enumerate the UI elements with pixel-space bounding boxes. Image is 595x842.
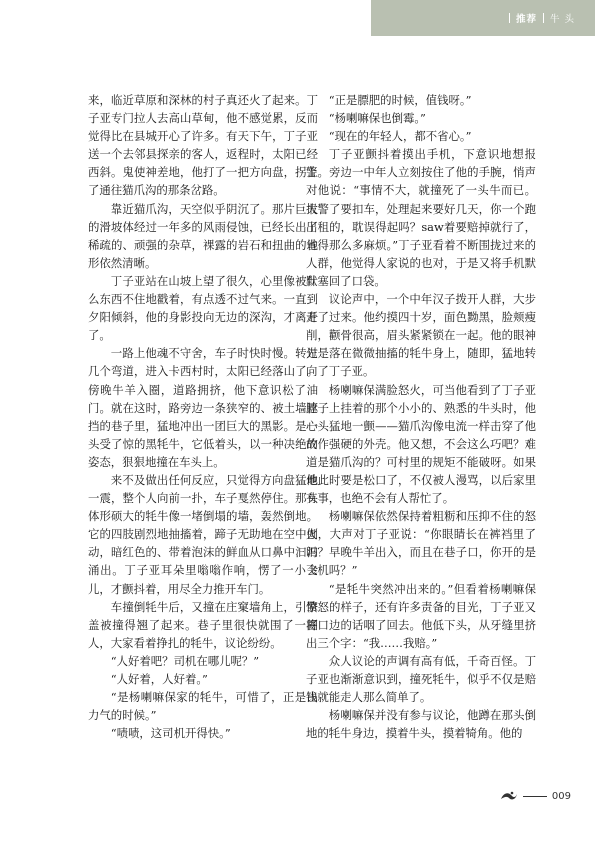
left-column [88, 91, 318, 742]
dialogue-line: “人好着吧？司机在哪儿呢？” [110, 653, 260, 668]
dialogue-line: “人好着，人好着。” [110, 672, 208, 686]
paragraph: 众人议论的声调有高有低，千奇百怪。丁子亚也渐渐意识到，撞死牦牛，似乎不仅是赔钱就能走人那么简单了。 [306, 653, 536, 705]
dialogue-line: “杨喇嘛保也倒霉。” [328, 111, 426, 126]
ornament-icon [500, 790, 518, 802]
paragraph: “是牦牛突然冲出来的。”但看着杨喇嘛保愤怒的样子，还有许多责备的目光，丁子亚又将口边的话咽了回去。他低下头，从牙缝里挤出三个字：“我……我赔。” [306, 581, 536, 650]
page-number: 009 [551, 790, 571, 802]
paragraph: 一路上他魂不守舍，车子时快时慢。转过几个弯道，进入卡西村时，太阳已经落山了。傍晚牛羊入圈，道路拥挤，他下意识松了油门。就在这时，路旁边一条狭窄的、被土墙遮挡的巷子里，猛地冲出一团巨大的黑影。是一头受了惊的黑牦牛，它低着头，以一种决绝的姿态，狠狠地撞在车头上。 [88, 346, 318, 469]
paragraph: 杨喇嘛保依然保持着粗粝和压抑不住的怒火，大声对丁子亚说：“你眼睛长在裤裆里了吗？早晚牛羊出入，而且在巷子口，你开的是飞机吗？” [306, 509, 536, 578]
dialogue-line: “现在的年轻人，都不省心。” [328, 129, 472, 144]
paragraph: 杨喇嘛保满脸怒火，可当他看到了丁子亚脖子上挂着的那个小小的、熟悉的牛头时，他心头猛地一颤——猫爪沟像电流一样击穿了他故作强硬的外壳。他又想，不会这么巧吧？难道是猫爪沟的？可村里的规矩不能破呀。如果他此时要是松口了，不仅被人漫骂，以后家里有事，也绝不会有人帮忙了。 [306, 382, 536, 506]
paragraph: 丁子亚颤抖着摸出手机，下意识地想报警。旁边一中年人立刻按住了他的手腕，悄声对他说：“事情不大，就撞死了一头牛而已。报警了要扣车，处理起来要好几天，你一个跑出租的，耽误得起吗？saw着要赔掉就行了，省得那么多麻烦。”丁子亚看着不断围拢过来的人群，他觉得人家说的也对，于是又将手机默默塞回了口袋。 [306, 147, 536, 288]
page-footer [500, 790, 571, 802]
dialogue-line: “正是膘肥的时候，值钱呀。” [328, 93, 472, 107]
paragraph: 来，临近草原和深林的村子真还火了起来。丁子亚专门拉人去高山草甸，他不感觉累，反而觉得比在县城开心了许多。有天下午，丁子亚送一个去邻县探亲的客人，返程时，太阳已经西斜。鬼使神差地，他打了一把方向盘，拐上了通往猫爪沟的那条岔路。 [88, 93, 318, 198]
header-section: 推荐 [515, 14, 537, 25]
header-divider [509, 13, 510, 23]
paragraph: 车撞倒牦牛后，又撞在庄窠墙角上，引擎盖被撞得翘了起来。巷子里很快就围了一圈人，大家看着挣扎的牦牛，议论纷纷。 [88, 599, 318, 650]
header-divider [543, 13, 544, 23]
footer-rule [523, 796, 547, 797]
dialogue-line: “是杨喇嘛保家的牦牛，可惜了，正是出力气的时候。” [88, 690, 318, 723]
header-band [371, 0, 595, 36]
running-header [503, 11, 575, 25]
dialogue-line: “啧啧，这司机开得快。” [110, 726, 231, 741]
right-column [306, 91, 536, 742]
paragraph: 议论声中，一个中年汉子拨开人群，大步走了过来。他约摸四十岁，面色黝黑，脸颊瘦削，颧骨很高，眉头紧紧锁在一起。他的眼神先是落在微微抽搐的牦牛身上，随即，猛地转向了丁子亚。 [306, 292, 536, 379]
paragraph: 杨喇嘛保并没有参与议论，他蹲在那头倒地的牦牛身边，摸着牛头，摸着犄角。他的 [306, 708, 536, 741]
paragraph: 丁子亚站在山坡上望了很久，心里像被什么东西不住地戳着，有点透不过气来。一直到夕阳倾斜，他的身影投向无边的深沟，才离开了。 [88, 273, 318, 343]
header-title: 牛 头 [549, 14, 575, 25]
paragraph: 靠近猫爪沟，天空似乎阴沉了。那片巨大的滑坡体经过一年多的风雨侵蚀，已经长出了稀疏的、顽强的杂草，裸露的岩石和扭曲的地形依然清晰。 [88, 201, 318, 270]
paragraph: 来不及做出任何反应，只觉得方向盘猛地一震，整个人向前一扑，车子戛然停住。那头体形硕大的牦牛像一堵倒塌的墙，轰然倒地。它的四肢剧烈地抽搐着，蹄子无助地在空中刨动，暗红色的、带着泡沫的鲜血从口鼻中汩汩涌出。丁子亚耳朵里嗡嗡作响，愣了一小会儿，才颤抖着，用尽全力推开车门。 [88, 472, 318, 596]
